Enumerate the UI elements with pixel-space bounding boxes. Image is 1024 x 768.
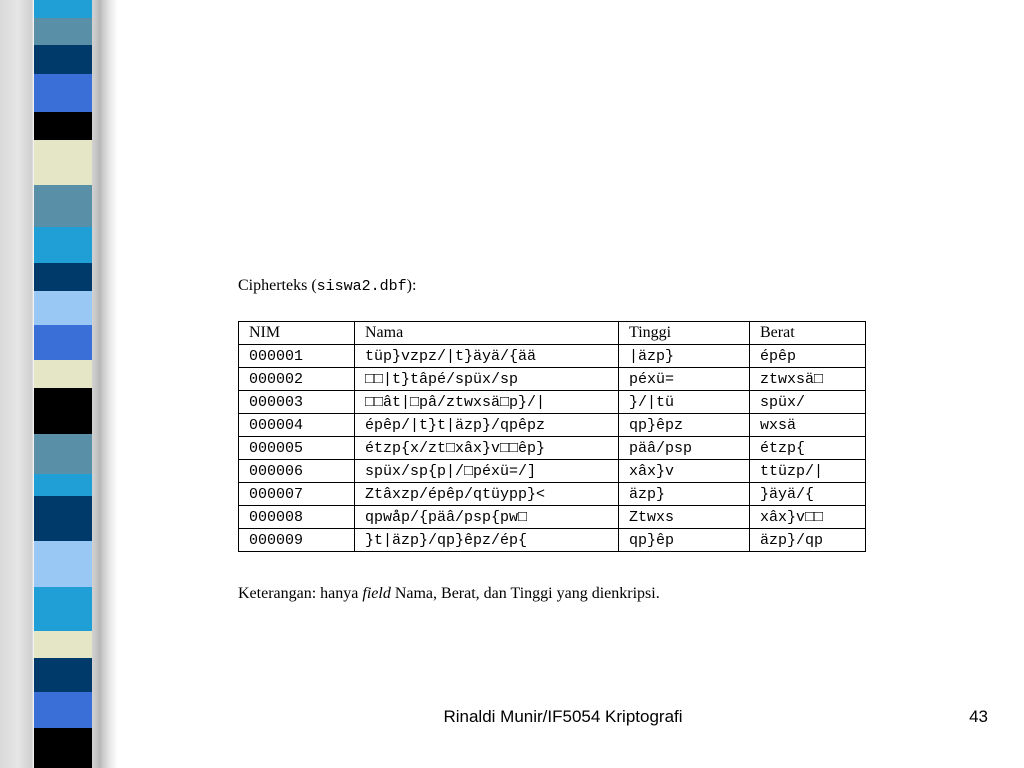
cell-tinggi: qp}êp [619,529,750,552]
stripe-shadow [92,0,102,768]
table-row [239,391,866,414]
cell-nim: 000003 [239,391,355,414]
cell-nama: }t|äzp}/qp}êpz/ép{ [355,529,619,552]
cell-tinggi: }/|tü [619,391,750,414]
stripe-segment [34,325,92,360]
caption-suffix: ): [406,277,417,294]
table-row [239,483,866,506]
stripe-segment [34,728,92,768]
table-row [239,368,866,391]
cell-tinggi: päâ/psp [619,437,750,460]
stripe-segment [34,0,92,18]
cell-nama: épêp/|t}t|äzp}/qpêpz [355,414,619,437]
cell-nama: □□|t}tâpé/spüx/sp [355,368,619,391]
table-caption [238,276,416,297]
stripe-segment [34,140,92,185]
header-tinggi: Tinggi [619,322,750,345]
cell-nama: spüx/sp{p|/□péxü=/] [355,460,619,483]
caption-label: Cipherteks ( [238,277,317,294]
cell-tinggi: xâx}v [619,460,750,483]
note-prefix: Keterangan: hanya [238,585,363,602]
stripe-segment [34,434,92,474]
cell-berat: étzp{ [750,437,866,460]
stripe-segment [34,74,92,112]
table-row [239,414,866,437]
stripe-segment [34,291,92,325]
stripe-segment [34,587,92,631]
cell-nama: qpwåp/{päâ/psp{pw□ [355,506,619,529]
cell-nim: 000004 [239,414,355,437]
cell-berat: xâx}v□□ [750,506,866,529]
cell-nim: 000007 [239,483,355,506]
cell-nama: tüp}vzpz/|t}äyä/{ää [355,345,619,368]
header-nim: NIM [239,322,355,345]
stripe-segment [34,185,92,227]
cell-tinggi: Ztwxs [619,506,750,529]
decorative-stripe-bar [0,0,118,768]
cell-nim: 000005 [239,437,355,460]
stripe-segment [34,263,92,291]
note-italic: field [362,585,391,602]
footer-author-course: Rinaldi Munir/IF5054 Kriptografi [443,707,683,726]
table-body [239,345,866,552]
cell-nim: 000006 [239,460,355,483]
stripe-segment [34,474,92,496]
stripe-segment [34,658,92,692]
cell-nama: Ztâxzp/épêp/qtüypp}< [355,483,619,506]
stripe-segment [34,631,92,658]
note-suffix: Nama, Berat, dan Tinggi yang dienkripsi. [390,585,660,602]
cell-berat: épêp [750,345,866,368]
stripe-segment [34,388,92,434]
header-nama: Nama [355,322,619,345]
page-number: 43 [969,707,988,726]
table-row [239,460,866,483]
ciphertext-table [238,321,866,552]
cell-berat: ztwxsä□ [750,368,866,391]
table-row [239,437,866,460]
stripe-segment [34,541,92,587]
cell-nim: 000001 [239,345,355,368]
cell-berat: }äyä/{ [750,483,866,506]
table-row [239,529,866,552]
stripe-segment [34,112,92,140]
stripe-segment [34,45,92,74]
cell-berat: äzp}/qp [750,529,866,552]
stripe-segment [34,360,92,388]
cell-berat: ttüzp/| [750,460,866,483]
stripe-segment [34,18,92,45]
table-row [239,506,866,529]
stripe-segment [34,227,92,263]
cell-nama: étzp{x/zt□xâx}v□□êp} [355,437,619,460]
cell-berat: wxsä [750,414,866,437]
table-header-row [239,322,866,345]
cell-berat: spüx/ [750,391,866,414]
cell-tinggi: péxü= [619,368,750,391]
cell-tinggi: äzp} [619,483,750,506]
cell-nim: 000009 [239,529,355,552]
cell-nama: □□ât|□pâ/ztwxsä□p}/| [355,391,619,414]
stripe-segment [34,496,92,541]
footnote [238,584,660,604]
caption-filename: siswa2.dbf [316,278,407,295]
cell-nim: 000008 [239,506,355,529]
stripe-column [34,0,92,768]
table-row [239,345,866,368]
cell-nim: 000002 [239,368,355,391]
cell-tinggi: |äzp} [619,345,750,368]
cell-tinggi: qp}êpz [619,414,750,437]
header-berat: Berat [750,322,866,345]
